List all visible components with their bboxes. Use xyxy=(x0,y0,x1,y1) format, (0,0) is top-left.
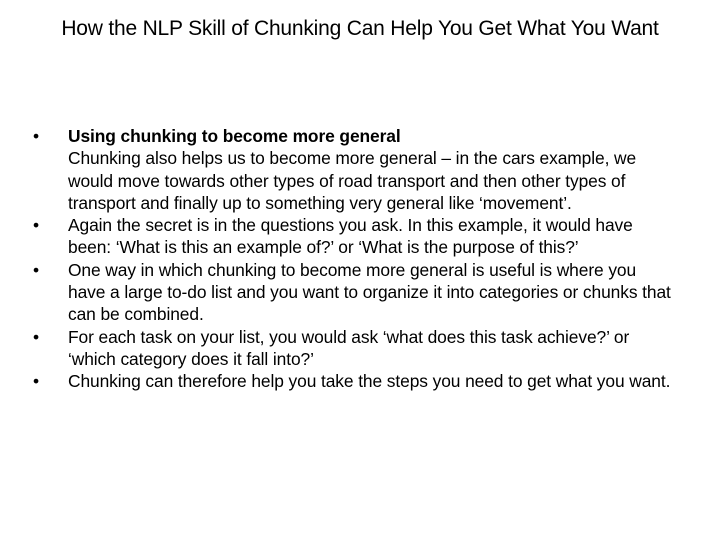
bullet-dot-icon: • xyxy=(33,215,39,236)
bullet-text: For each task on your list, you would ask ‘what does this task achieve?’ or ‘which category does it fall into?’ xyxy=(68,326,630,369)
bullet-text: Chunking also helps us to become more general – in the cars example, we would move towards other types of road transport and then other types of transport and finally up to something very general like ‘movement’. xyxy=(68,148,637,213)
bullet-item xyxy=(26,259,674,326)
bullet-text: Again the secret is in the questions you ask. In this example, it would have been: ‘What is this an example of?’ or ‘What is the purpose of this?’ xyxy=(68,215,633,258)
bullet-dot-icon: • xyxy=(33,126,39,146)
bullet-text: Chunking can therefore help you take the steps you need to get what you want. xyxy=(68,371,671,392)
bullet-dot-icon: • xyxy=(33,259,39,280)
bullet-item xyxy=(26,125,674,214)
bullet-text: One way in which chunking to become more general is useful is where you have a large to-do list and you want to organize it into categories or chunks that can be combined. xyxy=(68,259,671,325)
bullet-dot-icon: • xyxy=(33,326,39,347)
bullet-list xyxy=(26,125,674,393)
slide-title: How the NLP Skill of Chunking Can Help You Get What You Want xyxy=(61,17,659,40)
bullet-heading: Using chunking to become more general xyxy=(68,126,401,146)
bullet-dot-icon: • xyxy=(33,371,39,392)
bullet-item xyxy=(26,214,674,259)
bullet-item xyxy=(26,370,674,392)
bullet-item xyxy=(26,326,674,371)
